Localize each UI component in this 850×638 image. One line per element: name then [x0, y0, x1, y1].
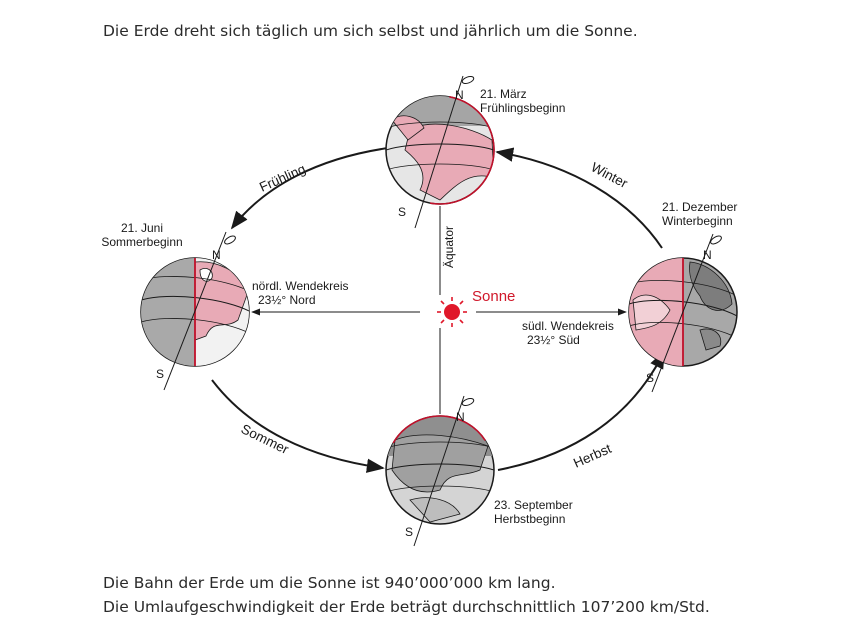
orbit-arc-winter: [497, 152, 662, 248]
september-date: 23. September: [494, 498, 573, 512]
sun-label: Sonne: [472, 288, 516, 305]
south-pole-label: S: [156, 367, 165, 381]
tropic-south-name: südl. Wendekreis: [522, 319, 614, 333]
footer-caption-orbit-length: Die Bahn der Erde um die Sonne ist 940’000’000 km lang.: [103, 574, 556, 592]
december-date: 21. Dezember: [662, 200, 738, 214]
south-pole-label: S: [405, 525, 414, 539]
north-pole-label: N: [455, 88, 464, 102]
march-event: Frühlingsbeginn: [480, 101, 566, 115]
june-event: Sommerbeginn: [101, 235, 183, 249]
north-pole-label: N: [703, 248, 712, 262]
tropic-south-value: 23½° Süd: [527, 333, 580, 347]
globe-june: [141, 232, 251, 390]
globe-september: [366, 396, 514, 546]
orbit-arc-spring: [232, 148, 388, 228]
season-label-autumn: Herbst: [571, 440, 614, 471]
tropic-north-value: 23½° Nord: [258, 293, 316, 307]
equator-label: Äquator: [442, 225, 456, 268]
footer-caption-orbit-speed: Die Umlaufgeschwindigkeit der Erde beträgt durchschnittlich 107’200 km/Std.: [103, 598, 710, 616]
tropic-north-name: nördl. Wendekreis: [252, 279, 349, 293]
september-event: Herbstbeginn: [494, 512, 566, 526]
north-pole-label: N: [212, 248, 221, 262]
december-event: Winterbeginn: [662, 214, 733, 228]
globe-december: [629, 234, 737, 392]
south-pole-label: S: [646, 371, 655, 385]
season-label-spring: Frühling: [257, 161, 308, 195]
header-caption: Die Erde dreht sich täglich um sich selbst und jährlich um die Sonne.: [103, 22, 638, 40]
north-pole-label: N: [456, 410, 465, 424]
south-pole-label: S: [398, 205, 407, 219]
season-label-summer: Sommer: [238, 421, 292, 458]
june-date: 21. Juni: [120, 221, 164, 235]
orbit-arc-summer: [212, 380, 383, 468]
season-label-winter: Winter: [588, 159, 631, 191]
sun-icon: [437, 297, 467, 327]
march-date: 21. März: [480, 87, 527, 101]
